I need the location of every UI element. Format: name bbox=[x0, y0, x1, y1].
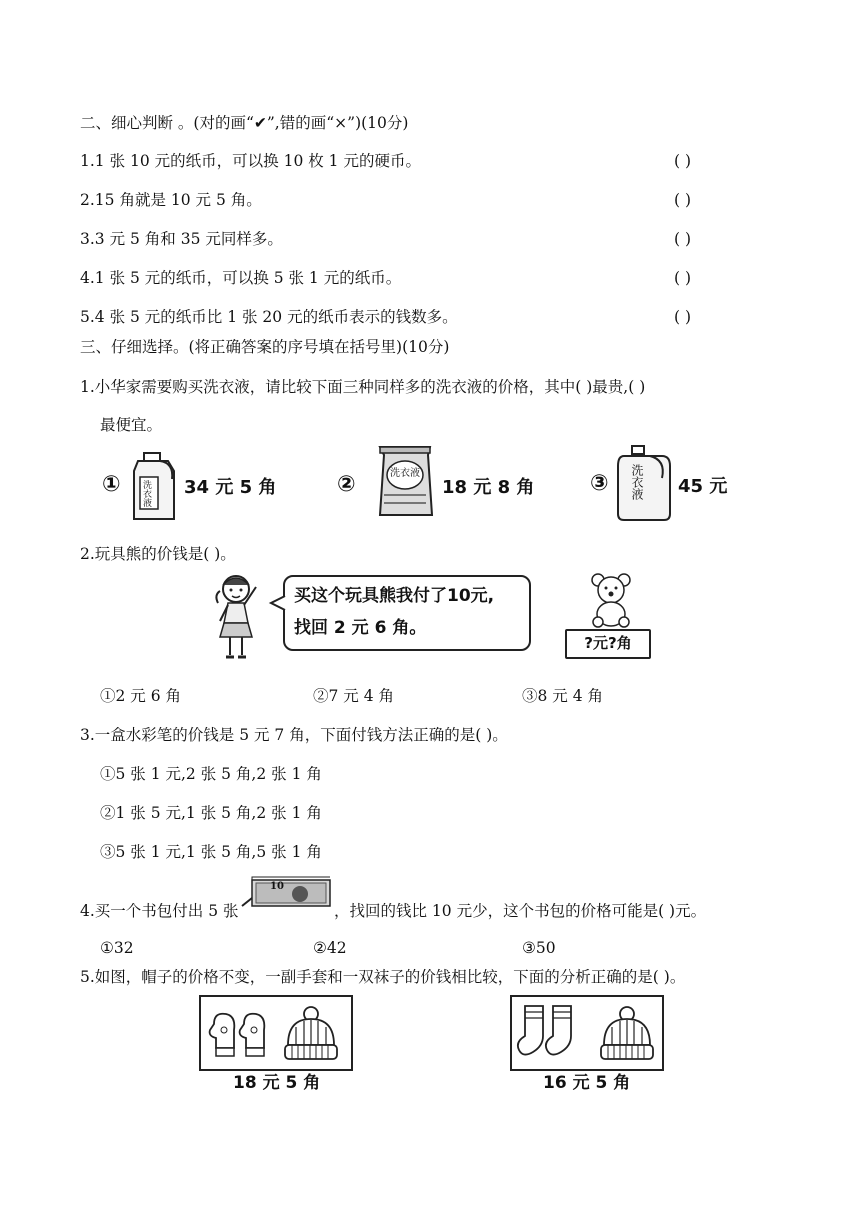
q1-option-2-price: 18 元 8 角 bbox=[442, 477, 535, 498]
q3-option-1[interactable]: ①5 张 1 元,2 张 5 角,2 张 1 角 bbox=[100, 765, 322, 783]
q5-text: 5.如图，帽子的价格不变，一副手套和一双袜子的价钱相比较，下面的分析正确的是( )。 bbox=[80, 968, 686, 986]
judge-item-5: 5.4 张 5 元的纸币比 1 张 20 元的纸币表示的钱数多。 bbox=[80, 308, 458, 326]
q1-option-2-label: 洗衣液 bbox=[390, 468, 420, 479]
q2-option-2[interactable]: ②7 元 4 角 bbox=[313, 687, 395, 705]
q3-option-3[interactable]: ③5 张 1 元,1 张 5 角,5 张 1 角 bbox=[100, 843, 322, 861]
q1-text-line1: 1.小华家需要购买洗衣液，请比较下面三种同样多的洗衣液的价格，其中( )最贵,( ) bbox=[80, 378, 646, 396]
judge-answer-paren-1[interactable]: ( ) bbox=[674, 152, 692, 170]
judge-item-3: 3.3 元 5 角和 35 元同样多。 bbox=[80, 230, 283, 248]
detergent-bottle-icon bbox=[130, 447, 180, 523]
knit-hat-icon bbox=[282, 1005, 340, 1063]
banknote-value: 10 bbox=[270, 881, 284, 892]
q4-option-1[interactable]: ①32 bbox=[100, 939, 134, 957]
q1-option-1-price: 34 元 5 角 bbox=[184, 477, 277, 498]
q1-option-1-number: ① bbox=[102, 472, 121, 497]
q1-text-line2: 最便宜。 bbox=[100, 416, 163, 434]
q1-option-2-number: ② bbox=[337, 472, 356, 497]
judge-answer-paren-2[interactable]: ( ) bbox=[674, 191, 692, 209]
q1-option-3-label: 洗衣液 bbox=[630, 464, 644, 500]
q2-option-3[interactable]: ③8 元 4 角 bbox=[522, 687, 604, 705]
judge-answer-paren-4[interactable]: ( ) bbox=[674, 269, 692, 287]
box1-price: 18 元 5 角 bbox=[233, 1073, 321, 1093]
mittens-icon bbox=[208, 1010, 272, 1060]
judge-answer-paren-3[interactable]: ( ) bbox=[674, 230, 692, 248]
section2-heading: 二、细心判断 。(对的画“✔”,错的画“×”)(10分) bbox=[80, 114, 409, 132]
knit-hat-icon-2 bbox=[598, 1005, 656, 1063]
q1-option-3-price: 45 元 bbox=[678, 476, 728, 497]
q3-text: 3.一盒水彩笔的价钱是 5 元 7 角，下面付钱方法正确的是( )。 bbox=[80, 726, 508, 744]
q1-option-3-number: ③ bbox=[590, 471, 609, 496]
judge-answer-paren-5[interactable]: ( ) bbox=[674, 308, 692, 326]
girl-figure-icon bbox=[206, 571, 266, 663]
socks-icon bbox=[517, 1002, 593, 1062]
q2-option-1[interactable]: ①2 元 6 角 bbox=[100, 687, 182, 705]
judge-item-2: 2.15 角就是 10 元 5 角。 bbox=[80, 191, 262, 209]
q3-option-2[interactable]: ②1 张 5 元,1 张 5 角,2 张 1 角 bbox=[100, 804, 322, 822]
judge-item-4: 4.1 张 5 元的纸币，可以换 5 张 1 元的纸币。 bbox=[80, 269, 402, 287]
q4-text-part1: 4.买一个书包付出 5 张 bbox=[80, 902, 239, 920]
bear-price-tag: ?元?角 bbox=[565, 629, 651, 659]
detergent-jug-icon bbox=[618, 444, 674, 522]
q4-option-2[interactable]: ②42 bbox=[313, 939, 347, 957]
section3-heading: 三、仔细选择。(将正确答案的序号填在括号里)(10分) bbox=[80, 338, 450, 356]
detergent-bag-icon bbox=[374, 441, 436, 519]
box2-price: 16 元 5 角 bbox=[543, 1073, 631, 1093]
q1-option-1-label: 洗衣液 bbox=[141, 480, 151, 507]
speech-bubble-line2: 找回 2 元 6 角。 bbox=[294, 618, 427, 638]
speech-bubble-line1: 买这个玩具熊我付了10元, bbox=[294, 586, 495, 606]
q2-text: 2.玩具熊的价钱是( )。 bbox=[80, 545, 236, 563]
speech-bubble-tail bbox=[269, 594, 287, 612]
banknote-10-yuan-icon bbox=[240, 876, 332, 910]
teddy-bear-icon bbox=[588, 570, 634, 628]
q4-text-part2: ，找回的钱比 10 元少，这个书包的价格可能是( )元。 bbox=[334, 902, 707, 920]
judge-item-1: 1.1 张 10 元的纸币，可以换 10 枚 1 元的硬币。 bbox=[80, 152, 421, 170]
q4-option-3[interactable]: ③50 bbox=[522, 939, 556, 957]
